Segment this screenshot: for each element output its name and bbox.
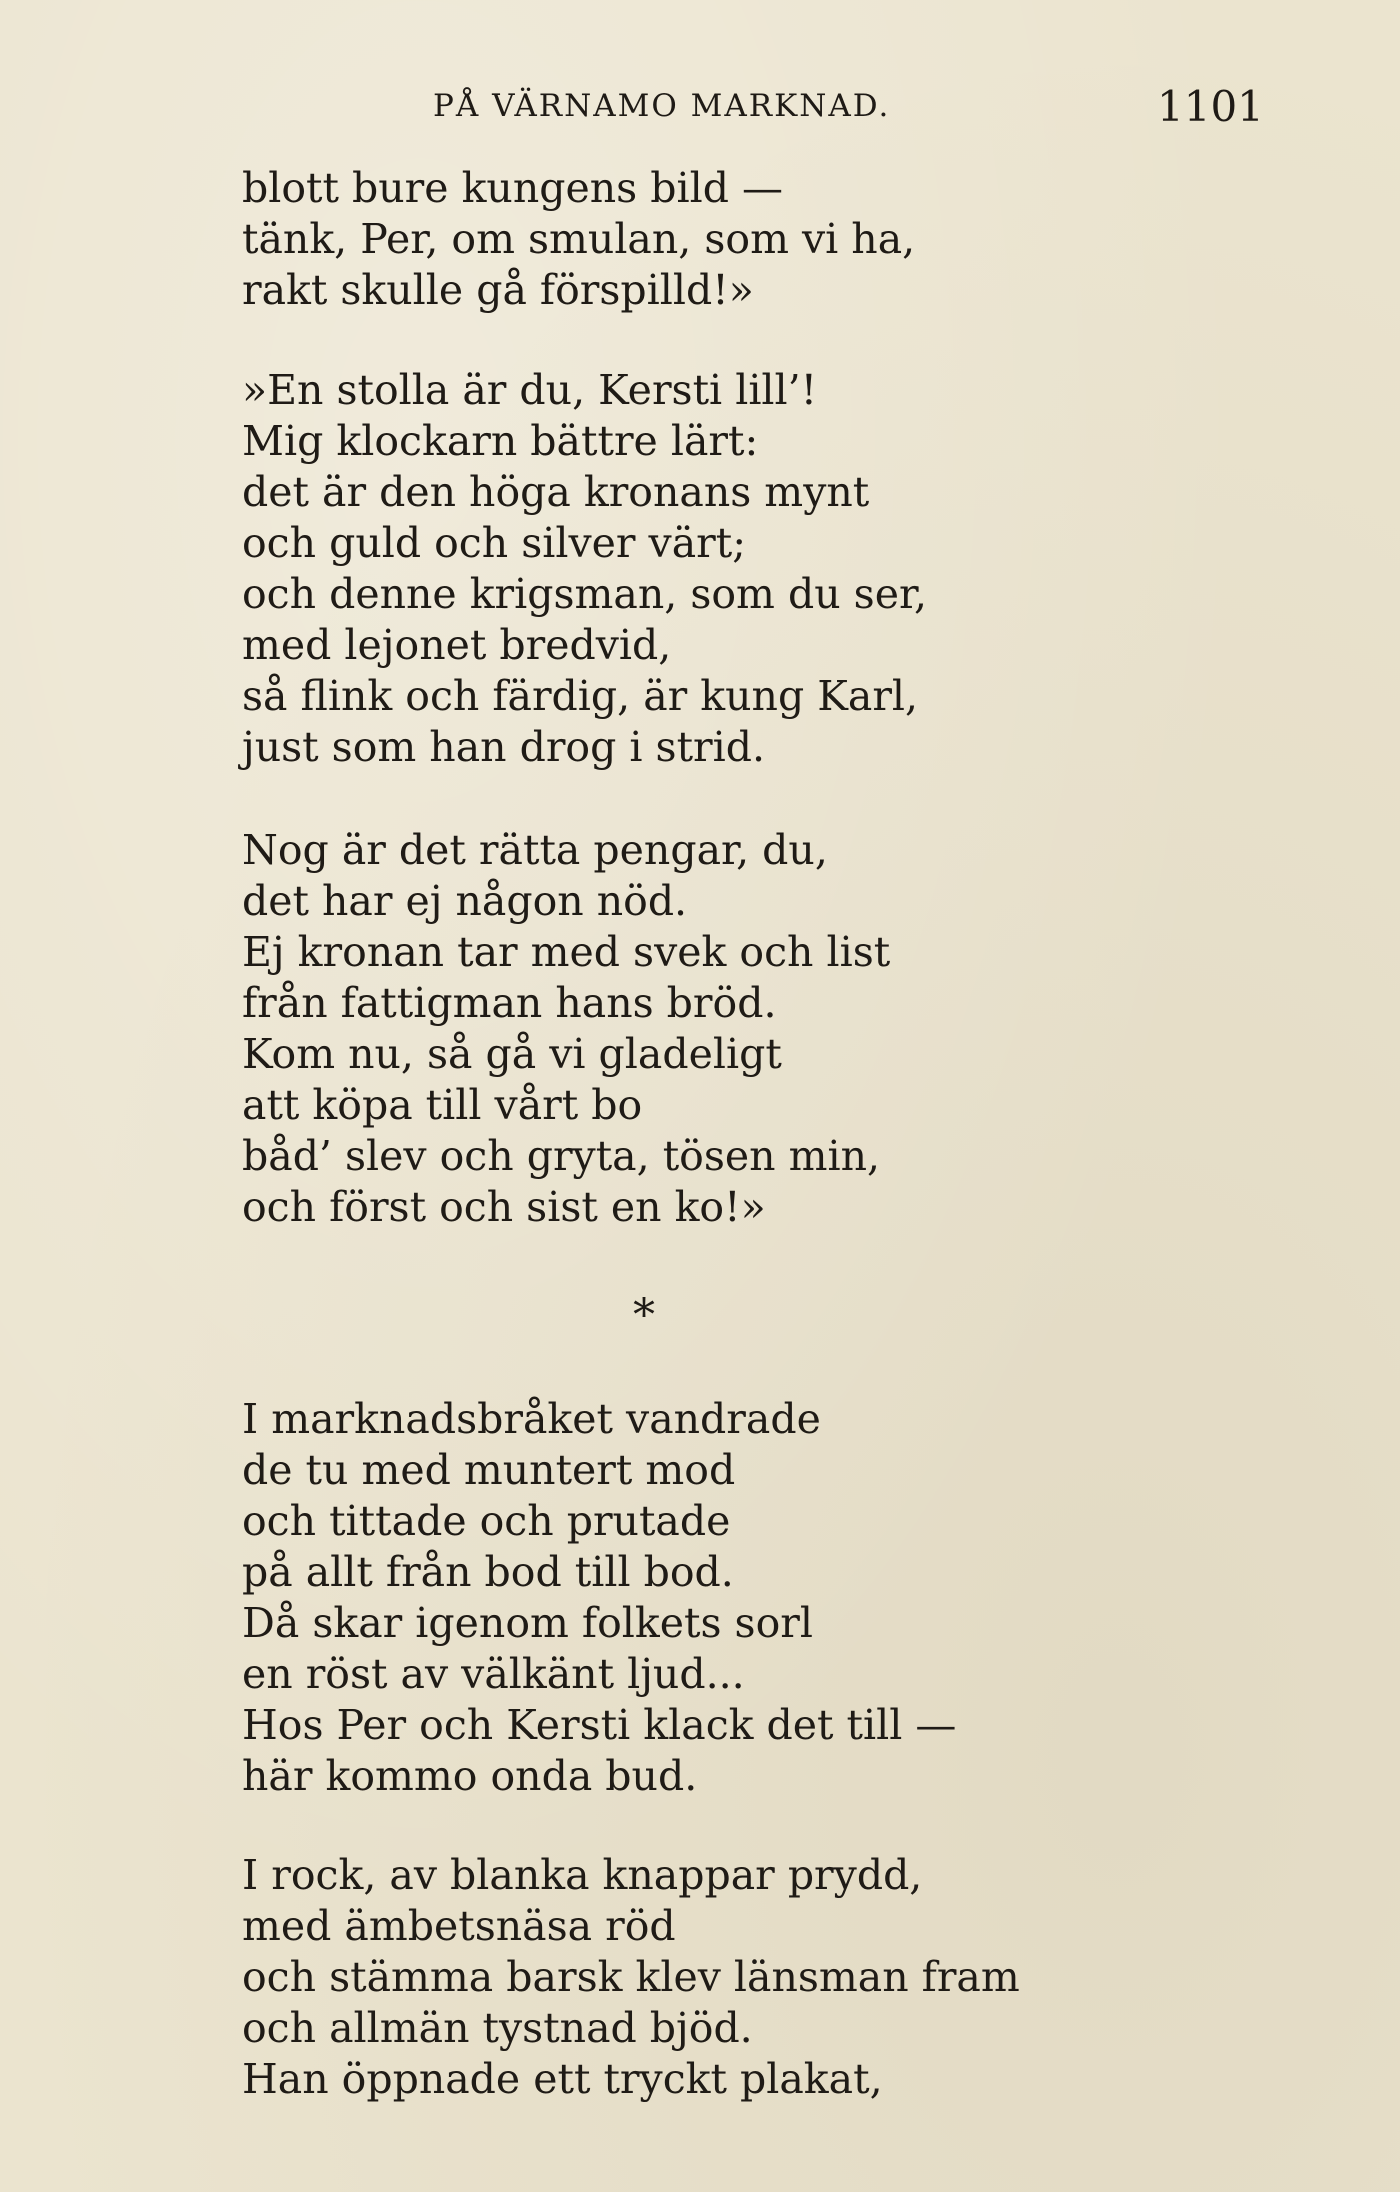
stanza bbox=[242, 163, 915, 316]
verse-line: och allmän tystnad bjöd. bbox=[242, 2004, 753, 2052]
verse-line: det är den höga kronans mynt bbox=[242, 468, 870, 516]
verse-line: här kommo onda bud. bbox=[242, 1752, 698, 1800]
verse-line: och stämma barsk klev länsman fram bbox=[242, 1953, 1020, 2001]
verse-line: Kom nu, så gå vi gladeligt bbox=[242, 1030, 782, 1078]
verse-line: med lejonet bredvid, bbox=[242, 621, 672, 669]
verse-line: »En stolla är du, Kersti lill’! bbox=[242, 366, 818, 414]
verse-line: de tu med muntert mod bbox=[242, 1446, 736, 1494]
stanza bbox=[242, 365, 927, 773]
verse-line: Han öppnade ett tryckt plakat, bbox=[242, 2055, 883, 2103]
verse-line: på allt från bod till bod. bbox=[242, 1548, 734, 1596]
verse-line: Då skar igenom folkets sorl bbox=[242, 1599, 813, 1647]
verse-line: rakt skulle gå förspilld!» bbox=[242, 266, 754, 314]
verse-line: I rock, av blanka knappar prydd, bbox=[242, 1851, 923, 1899]
verse-line: båd’ slev och gryta, tösen min, bbox=[242, 1132, 881, 1180]
running-title: PÅ VÄRNAMO MARKNAD. bbox=[433, 88, 891, 124]
verse-line: Mig klockarn bättre lärt: bbox=[242, 417, 759, 465]
verse-line: Hos Per och Kersti klack det till — bbox=[242, 1701, 957, 1749]
verse-line: Ej kronan tar med svek och list bbox=[242, 928, 891, 976]
verse-line: med ämbetsnäsa röd bbox=[242, 1902, 676, 1950]
verse-line: tänk, Per, om smulan, som vi ha, bbox=[242, 215, 916, 263]
verse-line: en röst av välkänt ljud... bbox=[242, 1650, 745, 1698]
page-number: 1101 bbox=[1157, 82, 1264, 131]
verse-line: I marknadsbråket vandrade bbox=[242, 1395, 821, 1443]
stanza bbox=[242, 1850, 1020, 2105]
verse-line: från fattigman hans bröd. bbox=[242, 979, 777, 1027]
verse-line: och guld och silver värt; bbox=[242, 519, 747, 567]
stanza bbox=[242, 825, 890, 1233]
verse-line: och tittade och prutade bbox=[242, 1497, 731, 1545]
verse-line: Nog är det rätta pengar, du, bbox=[242, 826, 828, 874]
verse-line: att köpa till vårt bo bbox=[242, 1081, 643, 1129]
section-separator: * bbox=[633, 1290, 655, 1341]
verse-line: och denne krigsman, som du ser, bbox=[242, 570, 928, 618]
verse-line: och först och sist en ko!» bbox=[242, 1183, 766, 1231]
verse-line: så flink och färdig, är kung Karl, bbox=[242, 672, 919, 720]
verse-line: blott bure kungens bild — bbox=[242, 164, 783, 212]
stanza bbox=[242, 1394, 956, 1802]
verse-line: just som han drog i strid. bbox=[242, 723, 766, 771]
verse-line: det har ej någon nöd. bbox=[242, 877, 688, 925]
